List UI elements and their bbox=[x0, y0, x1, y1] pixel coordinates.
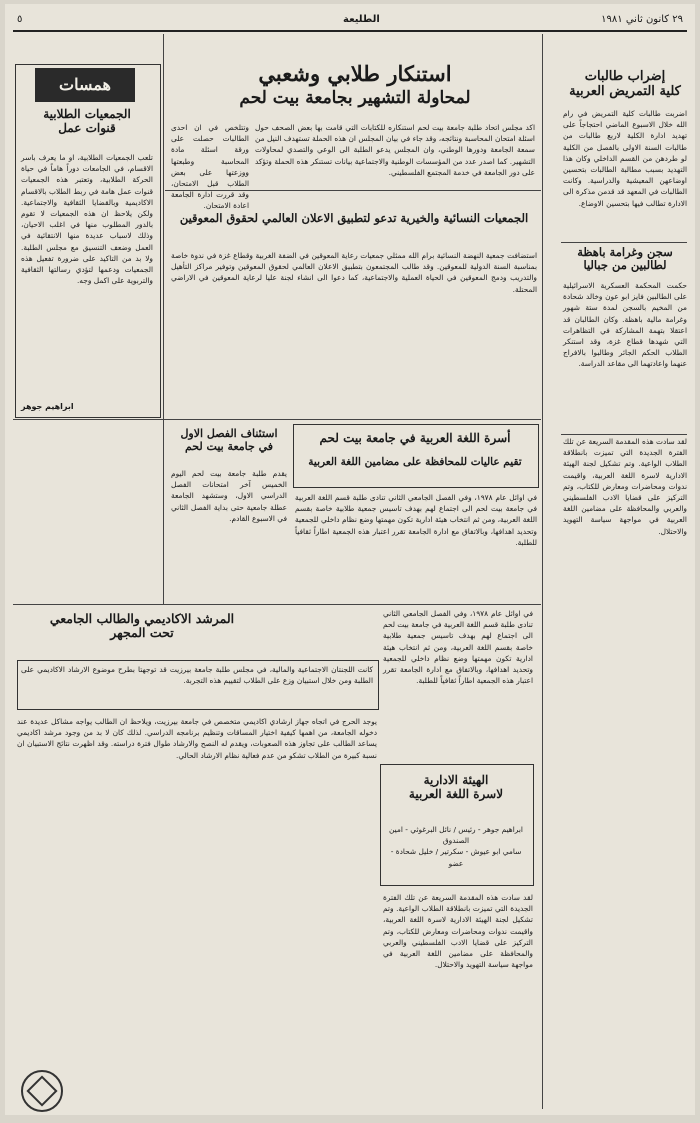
section-rule bbox=[13, 604, 541, 605]
newspaper-page bbox=[5, 4, 695, 1115]
headline-jabalia-students: سجن وغرامة باهظة لطالبين من جباليا bbox=[577, 245, 673, 273]
headline-student-societies: الجمعيات الطلابية قنوات عمل bbox=[43, 107, 131, 135]
section-rule bbox=[13, 419, 541, 420]
column-rule bbox=[163, 34, 164, 604]
paper-name: الطليعة bbox=[343, 14, 380, 25]
article-arabic-society-cont3: لقد سادت هذه المقدمة السريعة عن تلك الفترة الجديدة التي تميزت بانطلاقة الطلاب الواعية. وتم تشكيل لجنة الهيئة الادارية لاسرة اللغة العربية، واقيمت ندوات ومحاضرات ومعارض للكتاب، وتم التركيز على قضايا الادب الفلسطيني والعربي والمحافظة على مضامين اللغة العربية في مواجهة سياسة التهويد والاحتلال. bbox=[383, 893, 533, 970]
issue-date: ٢٩ كانون ثاني ١٩٨١ bbox=[601, 14, 683, 25]
column-rule bbox=[542, 34, 543, 1109]
main-article-body: اكد مجلس اتحاد طلبة جامعة بيت لحم استنكاره للكتابات التي قامت بها بعض الصحف حول اسئلة امتحان المحاسبة ونتائجه، وقد جاء في بيان المجلس ان هذه الحملة تستهدف النيل من سمعة الجامعة ودورها الوطني، وان المجلس يدعو الطلبة الى الوعي والتصدي لمحاولات التشهير. كما اصدر عدد من المؤسسات الوطنية والاجتماعية بيانات تستنكر هذه الحملة وتؤكد على دور الجامعة في خدمة المجتمع الفلسطيني. bbox=[255, 123, 535, 177]
headline-first-semester: استئناف الفصل الاول في جامعة بيت لحم bbox=[180, 427, 278, 453]
admin-committee-members: ابراهيم جوهر - رئيس / نائل البرغوثي - امين الصندوق سامي ابو عيوش - سكرتير / خليل شحادة - عضو bbox=[389, 825, 523, 868]
headline-nursing-strike: إضراب طالبات كلية التمريض العربية bbox=[569, 69, 681, 99]
hamasat-logo: همسات bbox=[35, 68, 135, 102]
article-student-societies: تلعب الجمعيات الطلابية، او ما يعرف باسر الاقسام، في الجامعات دوراً هاماً في حياة الحركة الطلابية، وتعتبر هذه الجمعيات قنوات عمل هامة في ربط الطلاب بالاقسام الاكاديمية وبالقضايا الثقافية والاجتماعية. ولكن يلاحظ ان هذه الجمعيات لا تقوم بالدور المطلوب منها في اغلب الاحيان، وذلك لاسباب عديدة منها الانتقائية في العمل وضعف التنسيق مع مجلس الطلبة. ولا بد من التاكيد على ضرورة تفعيل هذه الجمعيات ودعمها لتؤدي رسالتها الثقافية والتربوية على اكمل وجه. bbox=[21, 153, 153, 286]
article-jabalia-students: حكمت المحكمة العسكرية الاسرائيلية على الطالبين فايز ابو عون وخالد شحادة من المخيم بالسجن لمدة ستة شهور وغرامة مالية باهظة. وكان الطالبان قد اعتقلا بتهمة المشاركة في التظاهرات التي شهدها قطاع غزة، وقد استنكر الطلاب الحكم الجائر وطالبوا بالافراج عنهما واعادتهما الى مقاعد الدراسة. bbox=[563, 281, 687, 369]
academic-intro: كانت اللجنتان الاجتماعية والمالية، في مجلس طلبة جامعة بيرزيت قد توجهتا بطرح موضوع الارشاد الاكاديمي على الطلبة ومن خلال استبيان وزع على الطلاب لتقييم هذه التجربة. bbox=[21, 665, 373, 686]
article-disabled-rights: استضافت جمعية النهضة النسائية برام الله ممثلي جمعيات رعاية المعوقين في الضفة الغربية وقطاع غزة في ندوة خاصة بمناسبة السنة الدولية للمعوقين. وقد طالب المجتمعون بتطبيق الاعلان العالمي لحقوق المعوقين وتوفير مراكز التأهيل والتدريب ودمج المعوقين في الحياة العملية والاجتماعية، كما دعوا الى انشاء لجنة عليا لرعاية المعوقين في الاراضي المحتلة. bbox=[171, 251, 537, 294]
author-signature: ابراهيم جوهر bbox=[21, 402, 74, 411]
article-arabic-society-continued: لقد سادت هذه المقدمة السريعة عن تلك الفترة الجديدة التي تميزت بانطلاقة الطلاب الواعية. وتم تشكيل لجنة الهيئة الادارية لاسرة اللغة العربية، واقيمت ندوات ومحاضرات ومعارض للكتاب، وتم التركيز على قضايا الادب الفلسطيني والعربي والمحافظة على مضامين اللغة العربية في مواجهة سياسة التهويد والاحتلال. bbox=[563, 437, 687, 536]
section-rule bbox=[561, 242, 687, 243]
main-article-body-b: وتتلخص في ان احدى الطالبات حصلت على ورقة اسئلة مادة المحاسبة وطبعتها ووزعتها على بعض الطلاب قبل الامتحان، وقد قررت ادارة الجامعة اعادة الامتحان. bbox=[171, 123, 249, 211]
article-first-semester: يقدم طلبة جامعة بيت لحم اليوم الخميس آخر امتحانات الفصل الدراسي الاول، وستشهد الجامعة عطلة جامعية حتى بداية الفصل الثاني في الاسبوع القادم. bbox=[171, 469, 287, 523]
headline-arabic-society-line2: تقيم عاليات للمحافظة على مضامين اللغة العربية bbox=[308, 456, 522, 468]
article-arabic-society-cont2: في اوائل عام ١٩٧٨، وفي الفصل الجامعي الثاني تنادى طلبة قسم اللغة العربية في جامعة بيت لحم الى اجتماع لهم بهدف تاسيس جمعية طلابية خاصة بقسم اللغة العربية، ومن ثم انتخاب هيئة ادارية تكون مهمتها وضع نظام داخلي للجمعية وتحديد اهدافها، وبالاتفاق مع ادارة الجامعة تقرر اعتبار هذه الجمعية اطاراً ثقافياً للطلبة. bbox=[383, 609, 533, 686]
page-number: ٥ bbox=[17, 14, 23, 25]
ornament-icon bbox=[21, 1070, 63, 1112]
article-academic-advisor: يوجد الحرج في اتجاه جهاز ارشادي اكاديمي متخصص في جامعة بيرزيت، ويلاحظ ان الطالب يواجه مشاكل عديدة عند دخوله الجامعة، من اهمها كيفية اختيار المساقات وتنظيم برنامجه الدراسي. لذلك كان لا بد من وجود مرشد اكاديمي يساعد الطالب على تجاوز هذه الصعوبات، ويقدم له النصح والارشاد طوال فترة دراسته. وقد اظهرت نتائج الاستبيان ان نسبة كبيرة من الطلاب تشكو من عدم فعالية نظام الارشاد الحالي. bbox=[17, 717, 377, 760]
headline-arabic-society-line1: أسرة اللغة العربية في جامعة بيت لحم bbox=[319, 431, 511, 445]
page-header bbox=[13, 12, 687, 32]
section-rule bbox=[561, 434, 687, 435]
main-headline-line2: لمحاولة التشهير بجامعة بيت لحم bbox=[239, 88, 471, 108]
main-headline-line1: استنكار طلابي وشعبي bbox=[258, 61, 452, 86]
headline-disabled-rights: الجمعيات النسائية والخيرية تدعو لتطبيق الاعلان العالمي لحقوق المعوقين bbox=[179, 211, 529, 225]
article-arabic-society: في اوائل عام ١٩٧٨، وفي الفصل الجامعي الثاني تنادى طلبة قسم اللغة العربية في جامعة بيت لحم الى اجتماع لهم بهدف تاسيس جمعية طلابية خاصة بقسم اللغة العربية، ومن ثم انتخاب هيئة ادارية تكون مهمتها وضع نظام داخلي للجمعية وتحديد اهدافها، وبالاتفاق مع ادارة الجامعة تقرر اعتبار هذه الجمعية اطاراً ثقافياً للطلبة. bbox=[295, 493, 538, 547]
article-nursing-strike: اضربت طالبات كلية التمريض في رام الله خلال الاسبوع الماضي احتجاجاً على تهديد ادارة الكلية لاربع طالبات من طالبات السنة الاولى بالفصل من الكلية لو طردهن من القسم الداخلي وكان هذا التهديد بسبب مطالبة الطالبات بتحسين اوضاعهن المعيشية والدراسية. وكانت الطالبات في المعهد قد قدمن مذكرة الى الادارة تطالب فيها بتحسين الاوضاع. bbox=[563, 109, 687, 208]
headline-academic-advisor: المرشد الاكاديمي والطالب الجامعي تحت المجهر bbox=[49, 611, 235, 641]
headline-admin-committee: الهيئة الادارية لاسرة اللغة العربية bbox=[408, 773, 504, 801]
